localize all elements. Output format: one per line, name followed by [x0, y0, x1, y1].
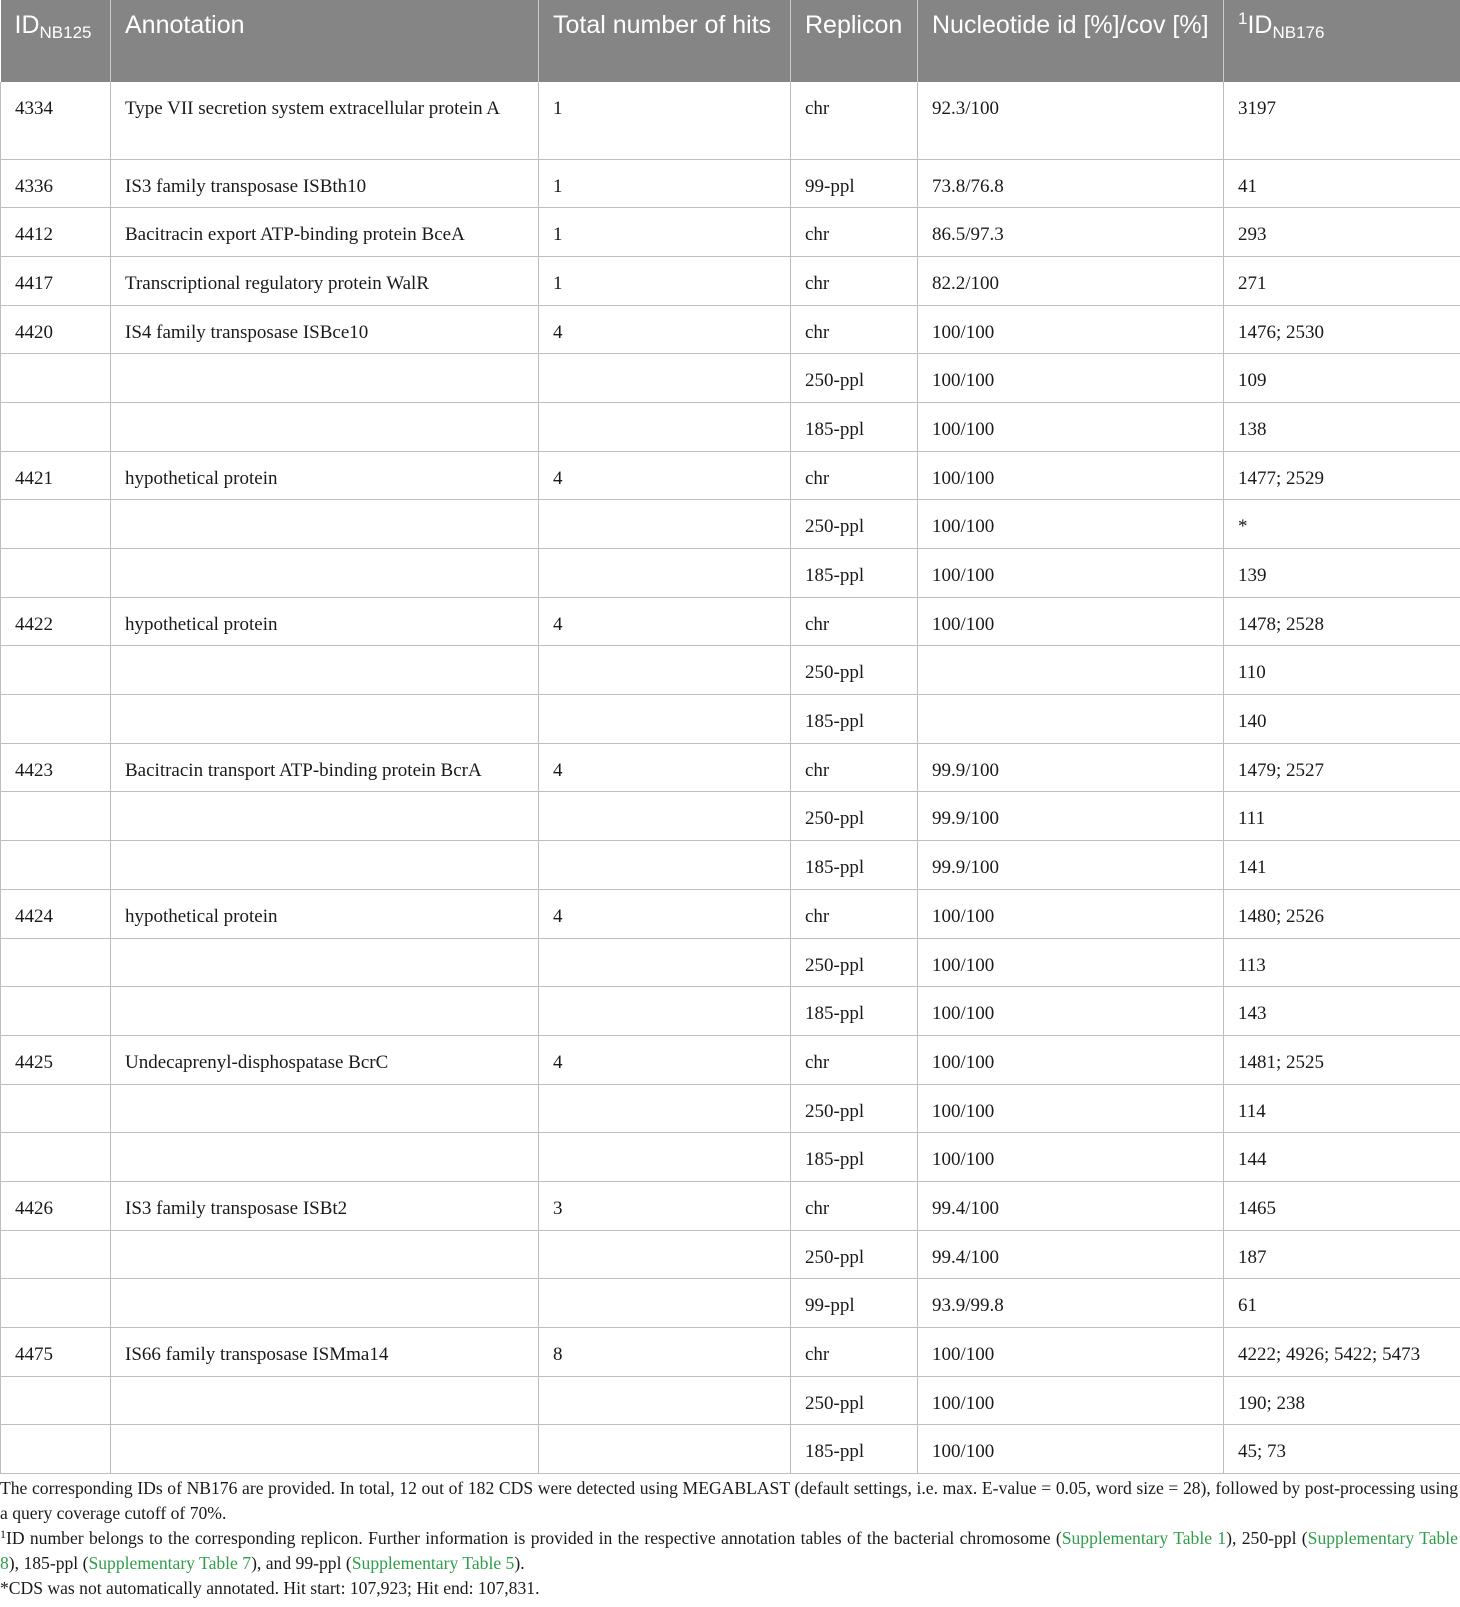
header-annotation: Annotation: [111, 0, 539, 82]
cell-id-nb125: 4420: [1, 305, 111, 354]
cell-annotation: Bacitracin export ATP-binding protein BceA: [111, 208, 539, 257]
cell-total-hits: 4: [539, 889, 791, 938]
cell-total-hits: [539, 1133, 791, 1182]
table-row: [1, 354, 1460, 403]
cell-total-hits: [539, 792, 791, 841]
cell-annotation: IS66 family transposase ISMma14: [111, 1328, 539, 1377]
header-row: [1, 0, 1460, 82]
cell-annotation: IS3 family transposase ISBth10: [111, 159, 539, 208]
cell-annotation: hypothetical protein: [111, 597, 539, 646]
supplementary-table-1-link[interactable]: Supplementary Table 1: [1061, 1528, 1227, 1548]
cell-id-nb176: 139: [1224, 549, 1460, 598]
cell-annotation: [111, 987, 539, 1036]
cell-replicon: 185-ppl: [791, 695, 918, 744]
cell-total-hits: [539, 1425, 791, 1474]
cell-id-nb125: [1, 1425, 111, 1474]
cell-annotation: [111, 1230, 539, 1279]
table-row: [1, 1084, 1460, 1133]
cell-total-hits: 4: [539, 743, 791, 792]
cell-replicon: 185-ppl: [791, 841, 918, 890]
table-row: [1, 208, 1460, 257]
cell-total-hits: 4: [539, 597, 791, 646]
cell-annotation: hypothetical protein: [111, 889, 539, 938]
cell-id-nb176: 143: [1224, 987, 1460, 1036]
table-row: [1, 1230, 1460, 1279]
table-row: [1, 500, 1460, 549]
cell-nucleotide-id-cov: 100/100: [918, 1133, 1224, 1182]
cell-annotation: [111, 938, 539, 987]
cell-id-nb176: 140: [1224, 695, 1460, 744]
table-row: [1, 1328, 1460, 1377]
cell-id-nb125: 4412: [1, 208, 111, 257]
cell-id-nb125: [1, 987, 111, 1036]
cell-id-nb125: 4423: [1, 743, 111, 792]
table-row: [1, 1279, 1460, 1328]
cell-nucleotide-id-cov: 99.4/100: [918, 1181, 1224, 1230]
cell-annotation: IS4 family transposase ISBce10: [111, 305, 539, 354]
cell-id-nb125: [1, 841, 111, 890]
cell-id-nb176: 1481; 2525: [1224, 1035, 1460, 1084]
cell-total-hits: [539, 1279, 791, 1328]
cell-nucleotide-id-cov: 99.9/100: [918, 841, 1224, 890]
cell-id-nb125: 4426: [1, 1181, 111, 1230]
cell-id-nb125: 4421: [1, 451, 111, 500]
cell-id-nb176: 1465: [1224, 1181, 1460, 1230]
cell-id-nb176: 45; 73: [1224, 1425, 1460, 1474]
cell-total-hits: [539, 938, 791, 987]
cell-replicon: chr: [791, 305, 918, 354]
table-row: [1, 82, 1460, 159]
cell-id-nb125: 4336: [1, 159, 111, 208]
table-body: [1, 82, 1460, 1474]
cell-total-hits: [539, 695, 791, 744]
cell-total-hits: [539, 1084, 791, 1133]
table-row: [1, 938, 1460, 987]
cell-annotation: [111, 1133, 539, 1182]
cell-nucleotide-id-cov: 92.3/100: [918, 82, 1224, 159]
cell-id-nb176: 144: [1224, 1133, 1460, 1182]
cell-id-nb176: 1479; 2527: [1224, 743, 1460, 792]
header-replicon: Replicon: [791, 0, 918, 82]
cell-nucleotide-id-cov: 100/100: [918, 1376, 1224, 1425]
cell-total-hits: [539, 987, 791, 1036]
cell-id-nb176: *: [1224, 500, 1460, 549]
table-row: [1, 1035, 1460, 1084]
table-row: [1, 792, 1460, 841]
cell-nucleotide-id-cov: 100/100: [918, 1035, 1224, 1084]
cell-nucleotide-id-cov: 100/100: [918, 597, 1224, 646]
cell-id-nb176: 114: [1224, 1084, 1460, 1133]
cell-total-hits: 1: [539, 208, 791, 257]
cell-id-nb125: 4475: [1, 1328, 111, 1377]
cell-id-nb176: 1476; 2530: [1224, 305, 1460, 354]
table-row: [1, 695, 1460, 744]
cell-id-nb176: 187: [1224, 1230, 1460, 1279]
cell-replicon: chr: [791, 1328, 918, 1377]
table-row: [1, 305, 1460, 354]
cell-id-nb125: [1, 1230, 111, 1279]
footnote-marker: 1: [0, 1527, 6, 1541]
header-id-nb125: $ID_{NB125}$: [1, 0, 111, 82]
cell-total-hits: 1: [539, 82, 791, 159]
cell-total-hits: [539, 549, 791, 598]
cell-id-nb125: [1, 402, 111, 451]
cell-id-nb176: 111: [1224, 792, 1460, 841]
cell-annotation: [111, 549, 539, 598]
cell-id-nb125: [1, 549, 111, 598]
cell-id-nb176: 1478; 2528: [1224, 597, 1460, 646]
cell-total-hits: [539, 1376, 791, 1425]
cell-id-nb125: [1, 1376, 111, 1425]
cell-id-nb125: 4424: [1, 889, 111, 938]
cell-replicon: 185-ppl: [791, 1133, 918, 1182]
header-total-hits: Total number of hits: [539, 0, 791, 82]
cell-replicon: 250-ppl: [791, 1084, 918, 1133]
cell-nucleotide-id-cov: 100/100: [918, 987, 1224, 1036]
header-id-nb176: $^1ID_{NB176}$: [1224, 0, 1460, 82]
cell-replicon: 185-ppl: [791, 987, 918, 1036]
cell-replicon: 250-ppl: [791, 792, 918, 841]
cell-replicon: chr: [791, 82, 918, 159]
cell-nucleotide-id-cov: 100/100: [918, 1084, 1224, 1133]
cell-nucleotide-id-cov: 82.2/100: [918, 256, 1224, 305]
cell-replicon: 185-ppl: [791, 1425, 918, 1474]
cell-annotation: IS3 family transposase ISBt2: [111, 1181, 539, 1230]
cell-replicon: 250-ppl: [791, 938, 918, 987]
cell-id-nb176: 141: [1224, 841, 1460, 890]
table-row: [1, 1425, 1460, 1474]
table-row: [1, 451, 1460, 500]
cell-nucleotide-id-cov: 100/100: [918, 549, 1224, 598]
table-row: [1, 1133, 1460, 1182]
cell-id-nb125: 4422: [1, 597, 111, 646]
cell-annotation: [111, 354, 539, 403]
table-row: [1, 402, 1460, 451]
cell-replicon: chr: [791, 208, 918, 257]
table-row: [1, 597, 1460, 646]
cell-total-hits: [539, 1230, 791, 1279]
cell-replicon: 250-ppl: [791, 354, 918, 403]
supplementary-table-5-link[interactable]: Supplementary Table 5: [351, 1553, 515, 1573]
cell-annotation: [111, 1376, 539, 1425]
cell-replicon: 250-ppl: [791, 1230, 918, 1279]
header-nucleotide-id-cov: Nucleotide id [%]/cov [%]: [918, 0, 1224, 82]
cell-id-nb125: 4425: [1, 1035, 111, 1084]
cell-id-nb125: [1, 1084, 111, 1133]
cell-annotation: hypothetical protein: [111, 451, 539, 500]
cell-nucleotide-id-cov: [918, 695, 1224, 744]
cell-id-nb176: 61: [1224, 1279, 1460, 1328]
cell-total-hits: [539, 841, 791, 890]
cell-annotation: [111, 500, 539, 549]
cell-id-nb125: 4334: [1, 82, 111, 159]
cell-nucleotide-id-cov: 100/100: [918, 889, 1224, 938]
cell-nucleotide-id-cov: 99.9/100: [918, 743, 1224, 792]
cell-replicon: chr: [791, 597, 918, 646]
table-row: [1, 256, 1460, 305]
cell-nucleotide-id-cov: 86.5/97.3: [918, 208, 1224, 257]
cell-total-hits: [539, 402, 791, 451]
cell-id-nb125: [1, 1133, 111, 1182]
cell-annotation: [111, 1084, 539, 1133]
cell-nucleotide-id-cov: 93.9/99.8: [918, 1279, 1224, 1328]
cell-replicon: 185-ppl: [791, 402, 918, 451]
cell-annotation: [111, 402, 539, 451]
footnote-id-number: $^1$ID number belongs to the corresponding replicon. Further information is provided in the respective annotation tables of the bacterial chromosome (Supplementary Table 1), 250-ppl (Supplementary Table 8), 185-ppl (Supplementary Table 7), and 99-ppl (Supplementary Table 5).: [0, 1527, 1458, 1573]
cell-annotation: Bacitracin transport ATP-binding protein BcrA: [111, 743, 539, 792]
cell-replicon: chr: [791, 256, 918, 305]
table-row: [1, 646, 1460, 695]
footnote-asterisk: *CDS was not automatically annotated. Hit start: 107,923; Hit end: 107,831.: [0, 1578, 540, 1598]
cell-annotation: [111, 1425, 539, 1474]
cell-nucleotide-id-cov: 100/100: [918, 305, 1224, 354]
cell-nucleotide-id-cov: 100/100: [918, 1328, 1224, 1377]
cell-id-nb176: 1477; 2529: [1224, 451, 1460, 500]
cell-nucleotide-id-cov: 100/100: [918, 1425, 1224, 1474]
cell-id-nb176: 109: [1224, 354, 1460, 403]
supplementary-table-8-link[interactable]: Supplementary Table 8: [0, 1528, 1458, 1573]
cell-replicon: 250-ppl: [791, 500, 918, 549]
cell-id-nb125: [1, 1279, 111, 1328]
cell-nucleotide-id-cov: 100/100: [918, 354, 1224, 403]
cell-id-nb125: [1, 646, 111, 695]
cell-replicon: 185-ppl: [791, 549, 918, 598]
cell-id-nb176: 1480; 2526: [1224, 889, 1460, 938]
cell-nucleotide-id-cov: 100/100: [918, 500, 1224, 549]
cell-replicon: chr: [791, 889, 918, 938]
cell-id-nb176: 41: [1224, 159, 1460, 208]
cell-annotation: [111, 792, 539, 841]
cell-id-nb125: 4417: [1, 256, 111, 305]
cell-id-nb125: [1, 695, 111, 744]
cell-total-hits: [539, 500, 791, 549]
table-row: [1, 1376, 1460, 1425]
table-row: [1, 1181, 1460, 1230]
table-row: [1, 841, 1460, 890]
cell-id-nb176: 3197: [1224, 82, 1460, 159]
cell-nucleotide-id-cov: 100/100: [918, 451, 1224, 500]
cell-annotation: [111, 1279, 539, 1328]
table-row: [1, 549, 1460, 598]
cell-nucleotide-id-cov: 99.4/100: [918, 1230, 1224, 1279]
cell-total-hits: 4: [539, 451, 791, 500]
cell-annotation: Undecaprenyl-disphospatase BcrC: [111, 1035, 539, 1084]
cell-id-nb125: [1, 792, 111, 841]
cell-id-nb176: 190; 238: [1224, 1376, 1460, 1425]
cell-total-hits: 4: [539, 1035, 791, 1084]
cell-replicon: 250-ppl: [791, 646, 918, 695]
cell-total-hits: 1: [539, 159, 791, 208]
cell-id-nb176: 113: [1224, 938, 1460, 987]
cell-replicon: 99-ppl: [791, 159, 918, 208]
table-footnotes: [0, 1476, 1458, 1601]
cell-total-hits: [539, 354, 791, 403]
cell-replicon: chr: [791, 743, 918, 792]
cell-id-nb176: 138: [1224, 402, 1460, 451]
footnote-summary: The corresponding IDs of NB176 are provided. In total, 12 out of 182 CDS were detected using MEGABLAST (default settings, i.e. max. E-value = 0.05, word size = 28), followed by post-processing using a query coverage cutoff of 70%.: [0, 1478, 1458, 1523]
cell-replicon: chr: [791, 1181, 918, 1230]
table-row: [1, 159, 1460, 208]
cell-nucleotide-id-cov: 73.8/76.8: [918, 159, 1224, 208]
cell-replicon: chr: [791, 451, 918, 500]
cell-total-hits: 1: [539, 256, 791, 305]
cell-id-nb176: 110: [1224, 646, 1460, 695]
table-row: [1, 987, 1460, 1036]
cell-total-hits: 3: [539, 1181, 791, 1230]
table-row: [1, 889, 1460, 938]
cell-id-nb176: 271: [1224, 256, 1460, 305]
cell-annotation: [111, 695, 539, 744]
cell-replicon: 250-ppl: [791, 1376, 918, 1425]
table-row: [1, 743, 1460, 792]
cell-annotation: Type VII secretion system extracellular protein A: [111, 82, 539, 159]
cell-id-nb125: [1, 938, 111, 987]
cell-nucleotide-id-cov: [918, 646, 1224, 695]
cell-replicon: 99-ppl: [791, 1279, 918, 1328]
cell-annotation: Transcriptional regulatory protein WalR: [111, 256, 539, 305]
cell-id-nb176: 293: [1224, 208, 1460, 257]
cell-id-nb125: [1, 500, 111, 549]
cell-total-hits: [539, 646, 791, 695]
cell-annotation: [111, 646, 539, 695]
cell-nucleotide-id-cov: 100/100: [918, 402, 1224, 451]
cell-nucleotide-id-cov: 99.9/100: [918, 792, 1224, 841]
supplementary-table-7-link[interactable]: Supplementary Table 7: [88, 1553, 252, 1573]
cell-total-hits: 8: [539, 1328, 791, 1377]
cell-replicon: chr: [791, 1035, 918, 1084]
cell-total-hits: 4: [539, 305, 791, 354]
cell-id-nb176: 4222; 4926; 5422; 5473: [1224, 1328, 1460, 1377]
cell-nucleotide-id-cov: 100/100: [918, 938, 1224, 987]
cell-annotation: [111, 841, 539, 890]
cell-id-nb125: [1, 354, 111, 403]
